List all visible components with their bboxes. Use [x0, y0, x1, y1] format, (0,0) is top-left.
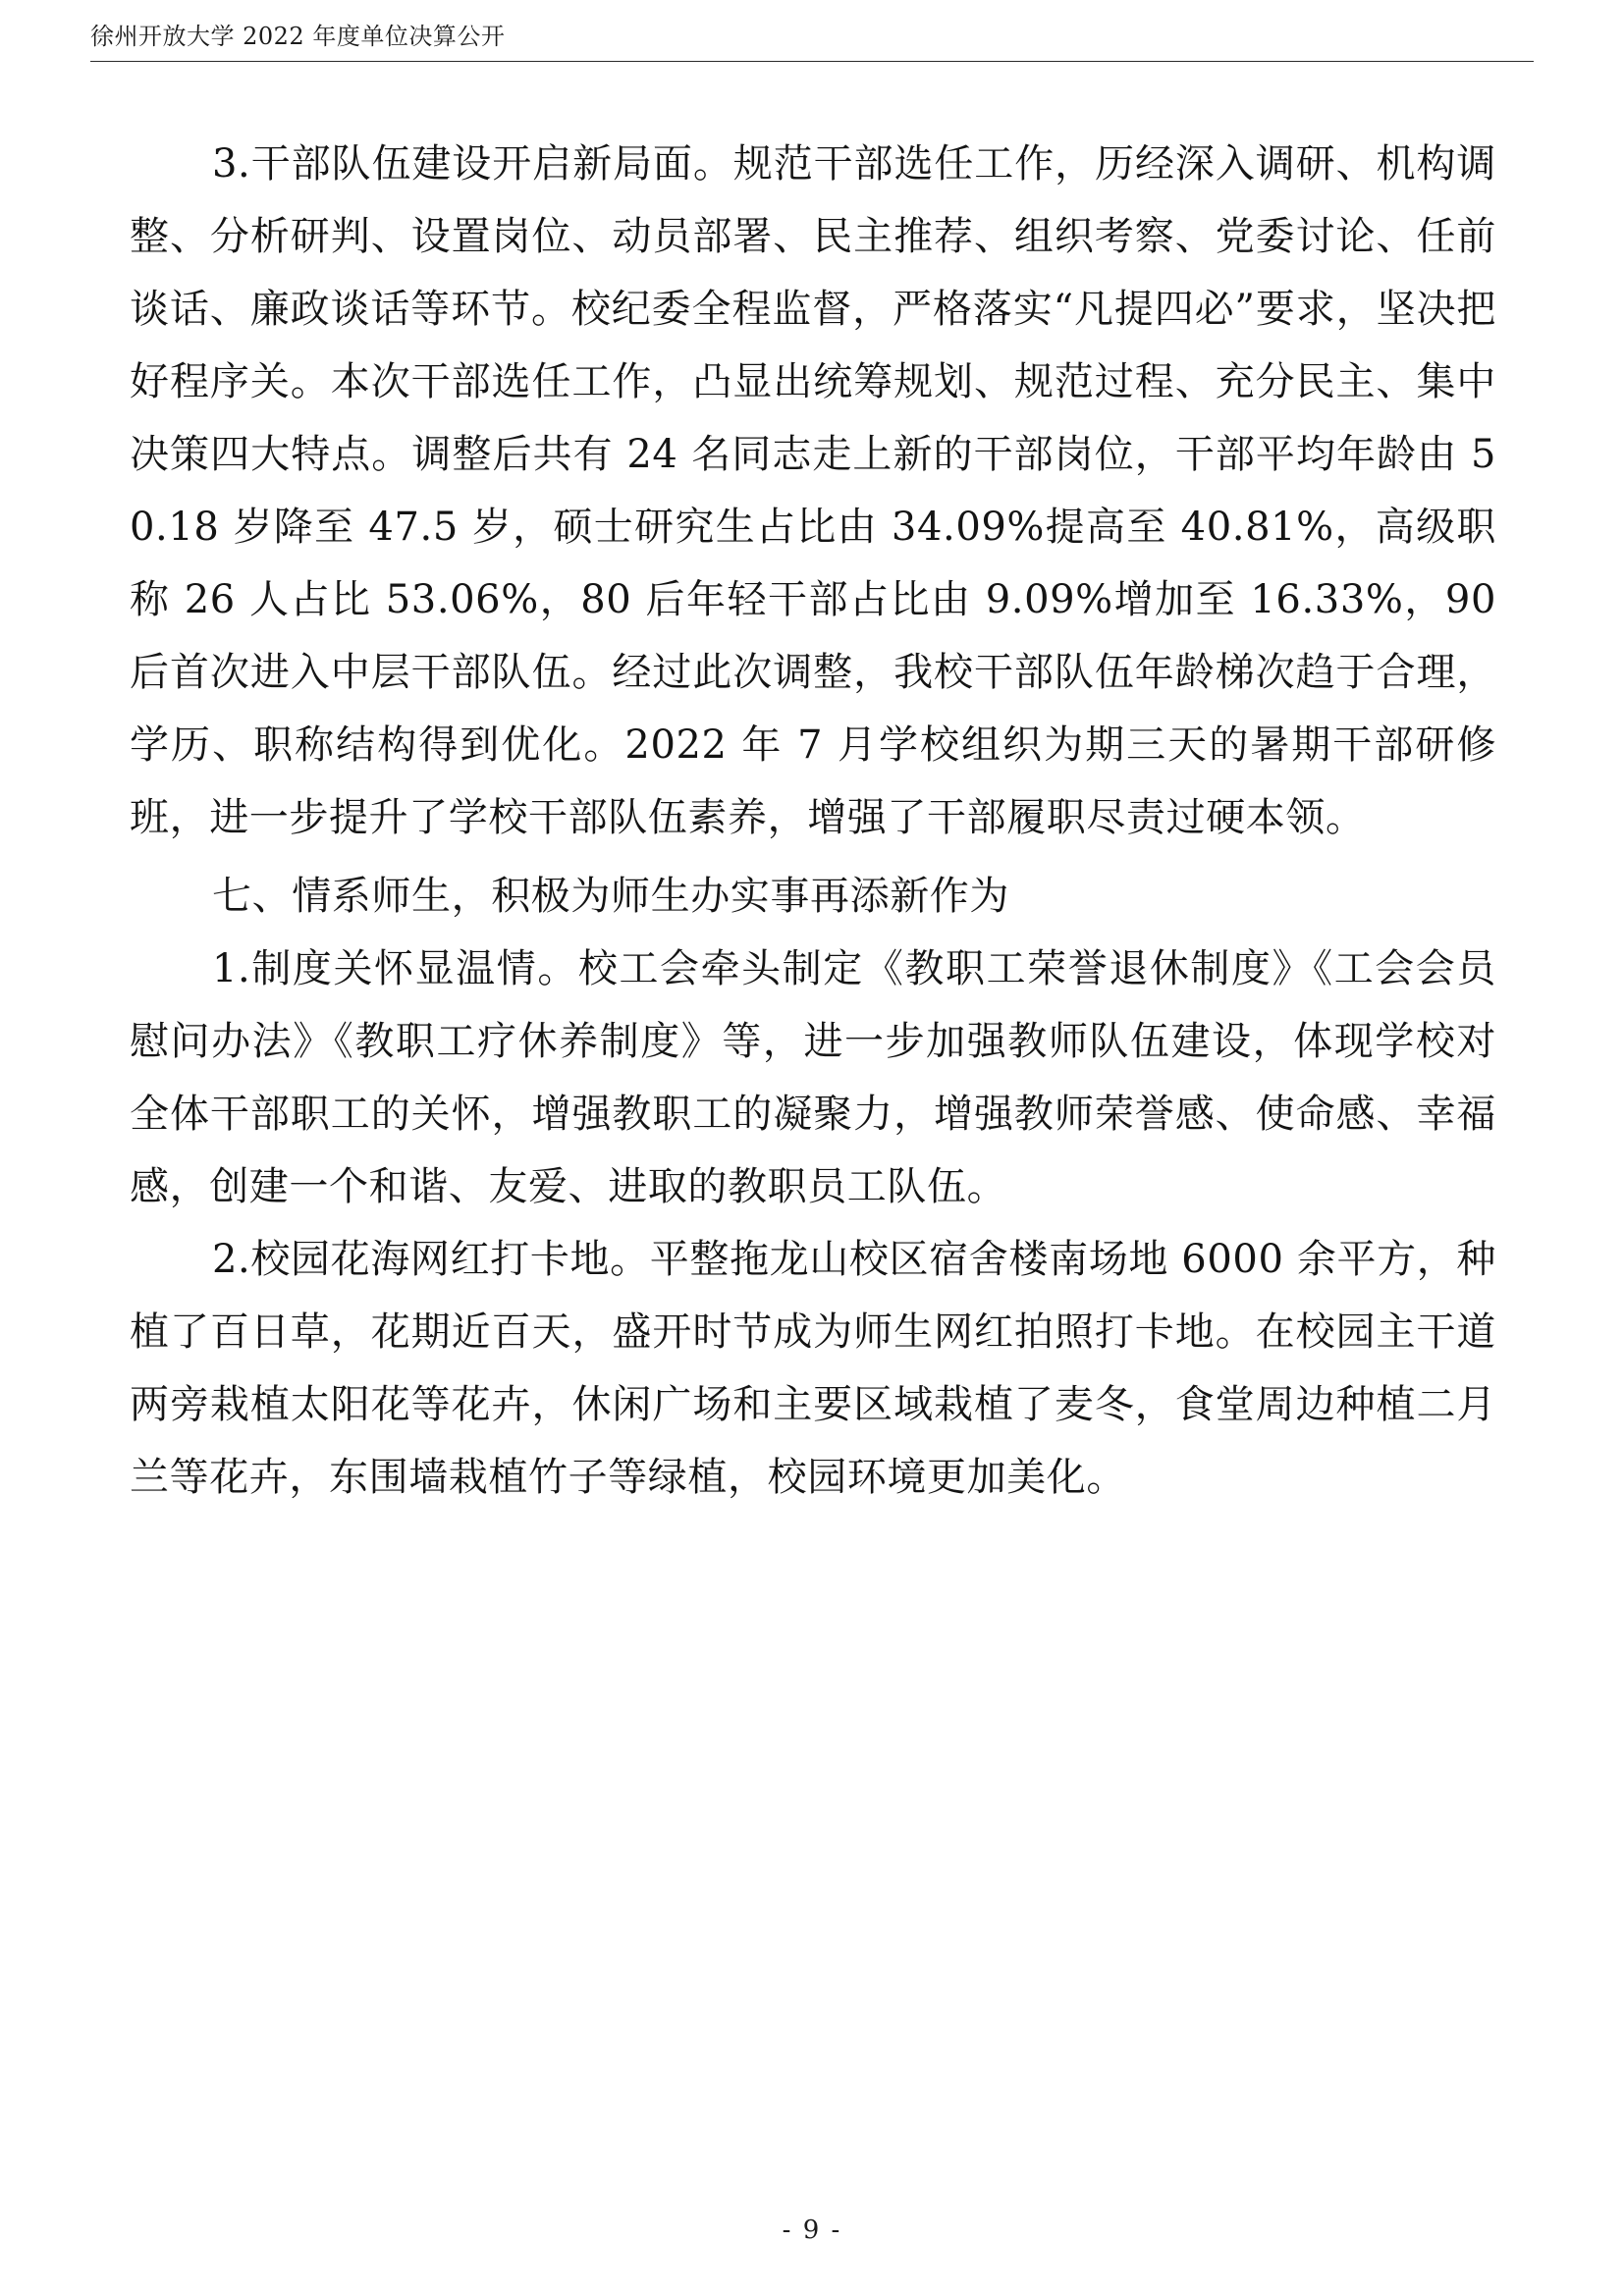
header-title: 徐州开放大学 2022 年度单位决算公开: [90, 23, 506, 50]
header-divider: [90, 61, 1534, 62]
document-body: [130, 128, 1496, 1514]
paragraph-campus-flowers: 2.校园花海网红打卡地。平整拖龙山校区宿舍楼南场地 6000 余平方，种植了百日草，花期近百天，盛开时节成为师生网红拍照打卡地。在校园主干道两旁栽植太阳花等花卉，休闲广场和主要区域栽植了麦冬，食堂周边种植二月兰等花卉，东围墙栽植竹子等绿植，校园环境更加美化。: [130, 1237, 1496, 1500]
paragraph-system-care: 1.制度关怀显温情。校工会牵头制定《教职工荣誉退休制度》《工会会员慰问办法》《教职工疗休养制度》等，进一步加强教师队伍建设，体现学校对全体干部职工的关怀，增强教职工的凝聚力，增强教师荣誉感、使命感、幸福感，创建一个和谐、友爱、进取的教职员工队伍。: [130, 946, 1496, 1209]
running-header: [90, 22, 1534, 62]
page-number: - 9 -: [782, 2216, 842, 2245]
page-footer: [0, 2216, 1624, 2245]
paragraph-cadre-team: 3.干部队伍建设开启新局面。规范干部选任工作，历经深入调研、机构调整、分析研判、设置岗位、动员部署、民主推荐、组织考察、党委讨论、任前谈话、廉政谈话等环节。校纪委全程监督，严格落实“凡提四必”要求，坚决把好程序关。本次干部选任工作，凸显出统筹规划、规范过程、充分民主、集中决策四大特点。调整后共有 24 名同志走上新的干部岗位，干部平均年龄由 50.18 岁降至 47.5 岁，硕士研究生占比由 34.09%提高至 40.81%，高级职称 26 人占比 53.06%，80 后年轻干部占比由 9.09%增加至 16.33%，90 后首次进入中层干部队伍。经过此次调整，我校干部队伍年龄梯次趋于合理，学历、职称结构得到优化。2022 年 7 月学校组织为期三天的暑期干部研修班，进一步提升了学校干部队伍素养，增强了干部履职尽责过硬本领。: [130, 141, 1496, 840]
section-heading-seven: 七、情系师生，积极为师生办实事再添新作为: [212, 874, 1009, 919]
